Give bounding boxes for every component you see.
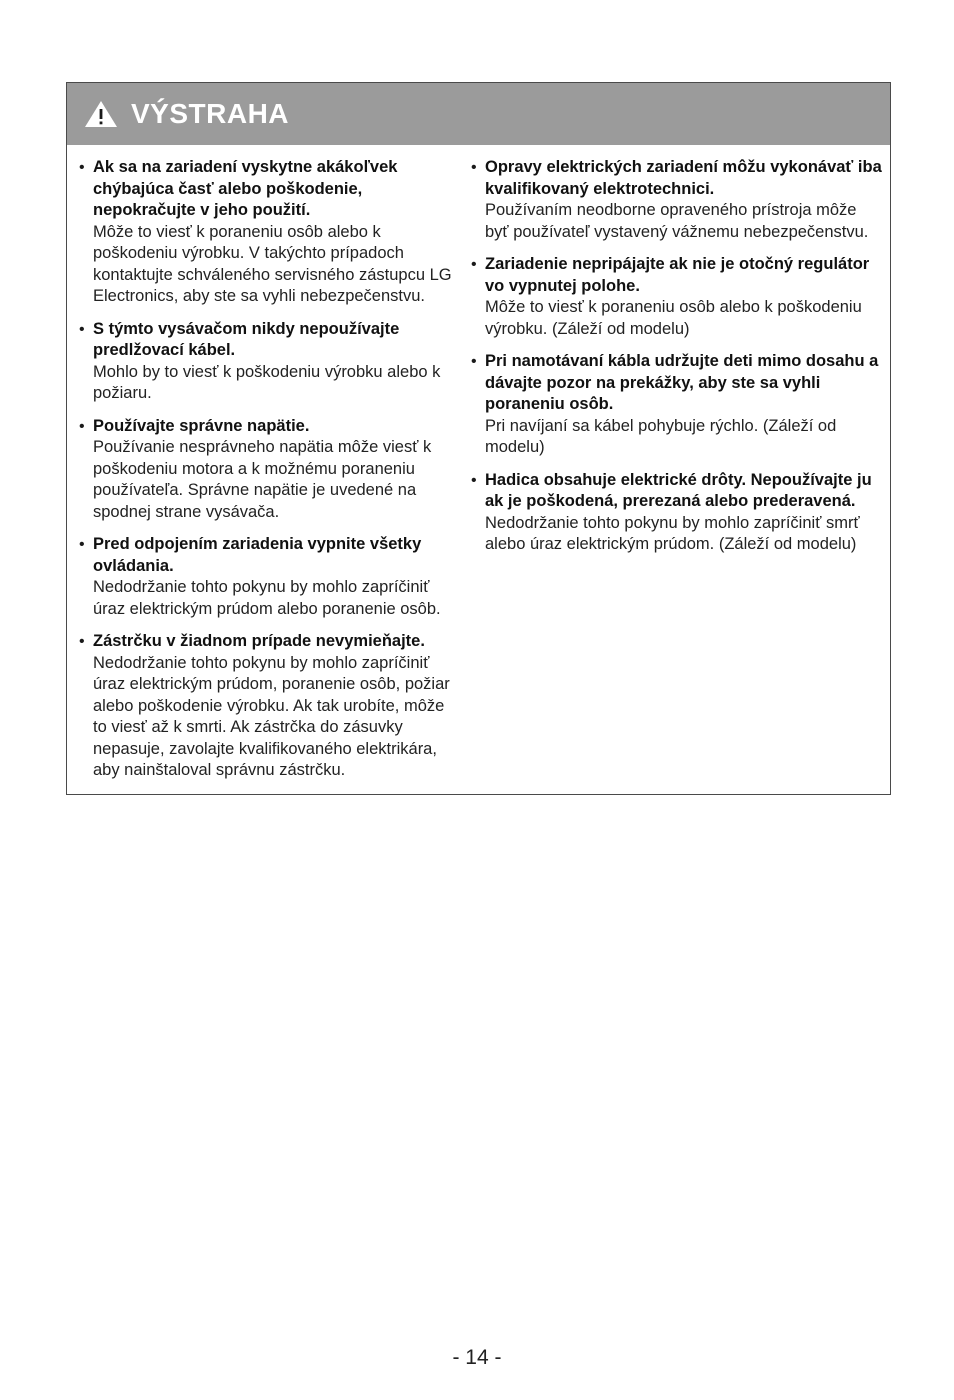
item-body: Pri navíjaní sa kábel pohybuje rýchlo. (Záleží od modelu) (485, 416, 837, 456)
list-item (77, 157, 459, 308)
warning-header (67, 83, 890, 145)
item-title: Pri namotávaní kábla udržujte deti mimo dosahu a dávajte pozor na prekážky, aby ste sa vyhli poraneniu osôb. (485, 352, 879, 413)
item-title: Pred odpojením zariadenia vypnite všetky ovládania. (93, 535, 422, 575)
bullet-icon: • (79, 417, 85, 435)
list-item (469, 157, 884, 243)
bullet-icon: • (79, 633, 85, 650)
bullet-icon: • (471, 159, 477, 176)
warning-box (66, 82, 891, 795)
list-item (469, 351, 884, 459)
bullet-icon: • (471, 471, 477, 489)
item-body: Používanie nesprávneho napätia môže viesť k poškodeniu motora a k možnému poraneniu používateľa. Správne napätie je uvedené na spodnej strane vysávača. (93, 438, 432, 521)
bullet-icon: • (471, 256, 477, 273)
item-body: Môže to viesť k poraneniu osôb alebo k poškodeniu výrobku. (Záleží od modelu) (485, 298, 862, 338)
item-title: Opravy elektrických zariadení môžu vykonávať iba kvalifikovaný elektrotechnici. (485, 158, 882, 198)
item-title: Hadica obsahuje elektrické drôty. Nepoužívajte ju ak je poškodená, prerezaná alebo prederavená. (485, 470, 872, 510)
item-title: Zástrčku v žiadnom prípade nevymieňajte. (93, 632, 425, 650)
warning-triangle-icon (83, 99, 119, 129)
list-item (469, 254, 884, 340)
list-item (77, 534, 459, 620)
warning-columns (67, 145, 890, 794)
item-body: Nedodržanie tohto pokynu by mohlo zapríčiniť smrť alebo úraz elektrickým prúdom. (Záleží od modelu) (485, 513, 860, 553)
page-number: - 14 - (452, 1346, 502, 1369)
bullet-icon: • (471, 353, 477, 370)
item-body: Nedodržanie tohto pokynu by mohlo zapríčiniť úraz elektrickým prúdom, poranenie osôb, požiar alebo poškodenie výrobku. Ak tak urobíte, môže to viesť až k smrti. Ak zástrčka do zásuvky nepasuje, zavolajte kvalifikovaného elektrikára, aby nainštaloval správnu zástrčku. (93, 653, 450, 779)
item-body: Používaním neodborne opraveného prístroja môže byť používateľ vystavený vážnemu nebezpečenstvu. (485, 201, 869, 241)
warning-title: VÝSTRAHA (131, 98, 290, 129)
list-item (77, 319, 459, 405)
list-item (469, 470, 884, 556)
left-column (77, 157, 459, 793)
list-item (77, 631, 459, 782)
item-title: Zariadenie nepripájajte ak nie je otočný regulátor vo vypnutej polohe. (485, 255, 870, 295)
item-body: Mohlo by to viesť k poškodeniu výrobku alebo k požiaru. (93, 362, 441, 402)
right-column (469, 157, 884, 567)
item-body: Môže to viesť k poraneniu osôb alebo k poškodeniu výrobku. V takýchto prípadoch kontaktujte schváleného servisného zástupcu LG Electronics, aby ste sa vyhli nebezpečenstvu. (93, 222, 452, 305)
item-body: Nedodržanie tohto pokynu by mohlo zapríčiniť úraz elektrickým prúdom alebo poranenie osôb. (93, 578, 441, 618)
bullet-icon: • (79, 320, 85, 338)
list-item (77, 416, 459, 524)
item-title: Ak sa na zariadení vyskytne akákoľvek chýbajúca časť alebo poškodenie, nepokračujte v jeho použití. (93, 158, 398, 219)
bullet-icon: • (79, 159, 85, 176)
item-title: Používajte správne napätie. (93, 416, 310, 435)
bullet-icon: • (79, 536, 85, 553)
item-title: S týmto vysávačom nikdy nepoužívajte predlžovací kábel. (93, 319, 400, 359)
